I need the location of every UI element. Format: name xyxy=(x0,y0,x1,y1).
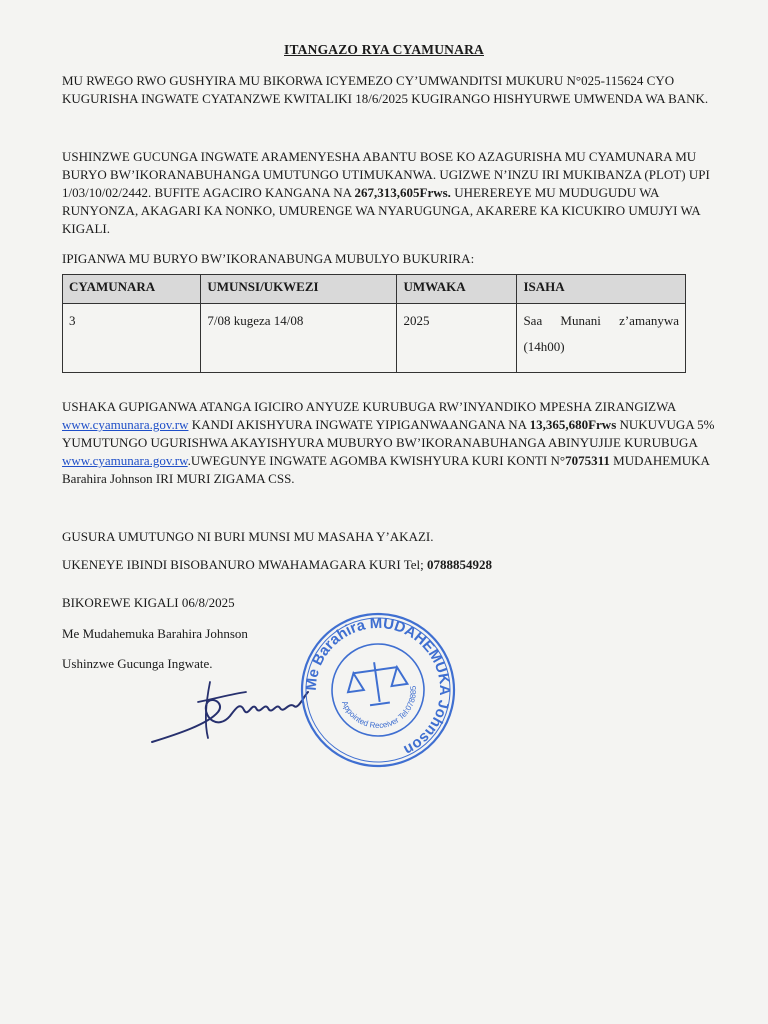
cell-isaha: Saa Munani z’amanywa (14h00) xyxy=(517,304,686,373)
bidding-text-d: .UWEGUNYE INGWATE AGOMBA KWISHYURA KURI KONTI N° xyxy=(187,453,566,468)
signatory-role: Ushinzwe Gucunga Ingwate. xyxy=(62,656,213,671)
auction-schedule-table xyxy=(62,274,686,373)
bidding-text-e: MUDAHEMUKA Barahira Johnson IRI MURI ZIGAMA CSS. xyxy=(62,453,710,486)
paragraph-decision: MU RWEGO RWO GUSHYIRA MU BIKORWA ICYEMEZO CY’UMWANDITSI MUKURU N°025-115624 CYO KUGURISHA INGWATE CYATANZWE KWITALIKI 18/6/2025 KUGIRANGO HISHYURWE UMWENDA WA BANK. xyxy=(62,73,709,106)
signature-icon xyxy=(148,672,318,752)
cyamunara-link-1[interactable]: www.cyamunara.gov.rw xyxy=(62,417,189,432)
paragraph-contact xyxy=(62,556,726,574)
property-text-b: UHEREREYE MU MUDUGUDU WA RUNYONZA, AKAGARI KA NONKO, UMURENGE WA NYARUGUNGA, AKARERE KA KICUKIRO UMUJYI WA KIGALI. xyxy=(62,185,700,236)
header-cyamunara: CYAMUNARA xyxy=(63,275,201,304)
notice-title: ITANGAZO RYA CYAMUNARA xyxy=(284,42,484,57)
paragraph-schedule-intro: IPIGANWA MU BURYO BW’IKORANABUNGA MUBULYO BUKURIRA: xyxy=(62,251,475,266)
table-header-row xyxy=(63,275,686,304)
cell-cyamunara: 3 xyxy=(63,304,201,373)
paragraph-place-date: BIKOREWE KIGALI 06/8/2025 xyxy=(62,595,235,610)
paragraph-bidding xyxy=(62,398,726,488)
paragraph-property xyxy=(62,148,726,238)
svg-text:Appointed Receiver Tel:0788854: Appointed Receiver Tel:0788854928 xyxy=(340,685,419,731)
bidding-text-b: KANDI AKISHYURA INGWATE YIPIGANWAANGANA NA xyxy=(188,417,530,432)
svg-text:Me Barahira MUDAHEMUKA Johnson: Me Barahira MUDAHEMUKA Johnson xyxy=(302,614,454,759)
property-text-a: USHINZWE GUCUNGA INGWATE ARAMENYESHA ABANTU BOSE KO AZAGURISHA MU CYAMUNARA MU BURYO BW’IKORANABUHANGA UMUTUNGO UTIMUKANWA. UGIZWE N’INZU IRI MUKIBANZA (PLOT) UPI 1/03/10/02/2442. BUFITE AGACIRO KANGANA NA xyxy=(62,149,710,200)
contact-phone: 0788854928 xyxy=(427,557,493,572)
account-number: 7075311 xyxy=(565,453,610,468)
table-row xyxy=(63,304,686,373)
cyamunara-link-2[interactable]: www.cyamunara.gov.rw xyxy=(62,453,188,468)
signatory-name: Me Mudahemuka Barahira Johnson xyxy=(62,626,248,641)
property-value: 267,313,605Frws. xyxy=(354,185,451,200)
contact-text: UKENEYE IBINDI BISOBANURO MWAHAMAGARA KURI Tel; xyxy=(62,557,428,572)
cell-umwaka: 2025 xyxy=(397,304,517,373)
bidding-text-c: NUKUVUGA 5% YUMUTUNGO UGURISHWA AKAYISHYURA MUBURYO BW’IKORANABUHANGA ABINYUJIJE KURUBUGA xyxy=(62,417,715,450)
cell-umunsi: 7/08 kugeza 14/08 xyxy=(201,304,397,373)
header-umunsi: UMUNSI/UKWEZI xyxy=(201,275,397,304)
header-umwaka: UMWAKA xyxy=(397,275,517,304)
paragraph-visit: GUSURA UMUTUNGO NI BURI MUNSI MU MASAHA Y’AKAZI. xyxy=(62,529,434,544)
bidding-text-a: USHAKA GUPIGANWA ATANGA IGICIRO ANYUZE KURUBUGA RW’INYANDIKO MPESHA ZIRANGIZWA xyxy=(62,399,676,414)
receiver-stamp-icon xyxy=(298,610,458,770)
header-isaha: ISAHA xyxy=(517,275,686,304)
deposit-amount: 13,365,680Frws xyxy=(529,417,617,432)
